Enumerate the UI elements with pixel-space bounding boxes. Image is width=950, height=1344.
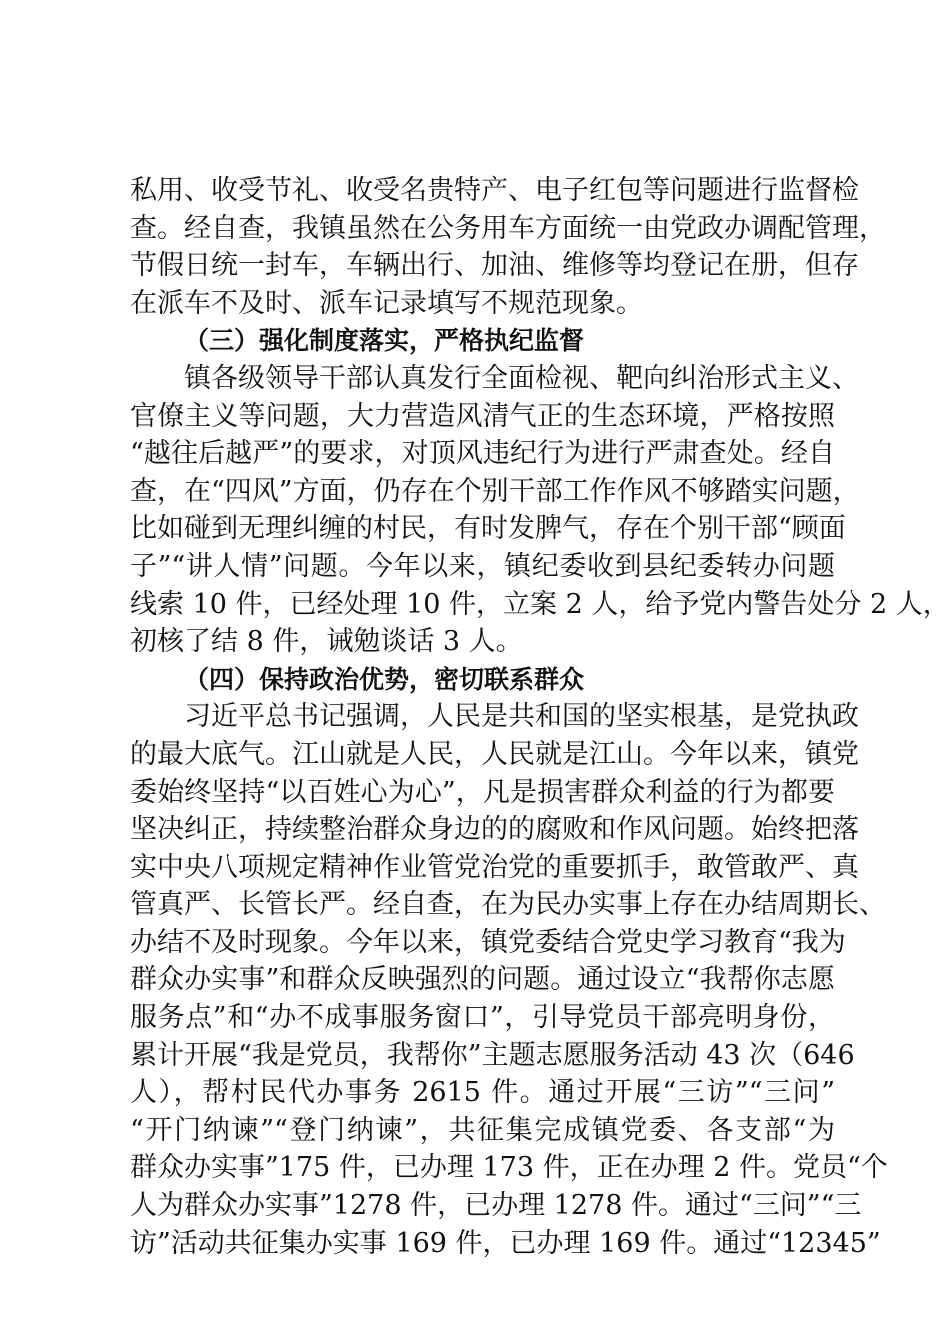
document-page	[130, 172, 950, 1262]
body-line: 委始终坚持“以百姓心为心”，凡是损害群众利益的行为都要	[130, 776, 835, 808]
body-line: 的最大底气。江山就是人民，人民就是江山。今年以来，镇党	[130, 738, 859, 770]
body-line: 管真严、长管长严。经自查，在为民办实事上存在办结周期长、	[130, 889, 886, 921]
body-line: 人为群众办实事”1278 件，已办理 1278 件。通过“三问”“三	[130, 1190, 862, 1222]
body-line: 实中央八项规定精神作业管党治党的重要抓手，敢管敢严、真	[130, 851, 859, 883]
body-line: 访”活动共征集办实事 169 件，已办理 169 件。通过“12345”	[130, 1227, 881, 1259]
body-line: 比如碰到无理纠缠的村民，有时发脾气，存在个别干部“顾面	[130, 513, 846, 545]
body-line: 群众办实事”175 件，已办理 173 件，正在办理 2 件。党员“个	[130, 1152, 888, 1184]
body-line: 查，在“四风”方面，仍存在个别干部工作作风不够踏实问题，	[130, 475, 860, 507]
body-line: 初核了结 8 件，诫勉谈话 3 人。	[130, 626, 523, 658]
body-line: “越往后越严”的要求，对顶风违纪行为进行严肃查处。经自	[130, 438, 835, 470]
body-line: 累计开展“我是党员，我帮你”主题志愿服务活动 43 次（646	[130, 1039, 855, 1071]
body-line: 私用、收受节礼、收受名贵特产、电子红包等问题进行监督检	[130, 175, 859, 206]
body-line: 查。经自查，我镇虽然在公务用车方面统一由党政办调配管理，	[130, 212, 886, 244]
paragraph-first-line: 镇各级领导干部认真发行全面检视、靶向纠治形式主义、	[184, 362, 859, 394]
body-line: 在派车不及时、派车记录填写不规范现象。	[130, 287, 643, 319]
body-line: 服务点”和“办不成事服务窗口”，引导党员干部亮明身份，	[130, 1002, 835, 1034]
body-line: 办结不及时现象。今年以来，镇党委结合党史学习教育“我为	[130, 926, 846, 958]
body-line: 坚决纠正，持续整治群众身边的的腐败和作风问题。始终把落	[130, 814, 859, 846]
body-line: “开门纳谏”“登门纳谏”，共征集完成镇党委、各支部“为	[130, 1114, 835, 1146]
body-line: 官僚主义等问题，大力营造风清气正的生态环境，严格按照	[130, 400, 835, 432]
section-heading-3: （三）强化制度落实，严格执纪监督	[184, 326, 585, 356]
paragraph-first-line: 习近平总书记强调，人民是共和国的坚实根基，是党执政	[184, 701, 859, 733]
body-line: 子”“讲人情”问题。今年以来，镇纪委收到县纪委转办问题	[130, 550, 835, 582]
body-line: 线索 10 件，已经处理 10 件，立案 2 人，给予党内警告处分 2 人，	[130, 588, 950, 620]
body-line: 节假日统一封车，车辆出行、加油、维修等均登记在册，但存	[130, 250, 859, 282]
body-line: 人），帮村民代办事务 2615 件。通过开展“三访”“三问”	[130, 1077, 835, 1109]
section-heading-4: （四）保持政治优势，密切联系群众	[184, 664, 585, 694]
body-line: 群众办实事”和群众反映强烈的问题。通过设立“我帮你志愿	[130, 964, 835, 996]
